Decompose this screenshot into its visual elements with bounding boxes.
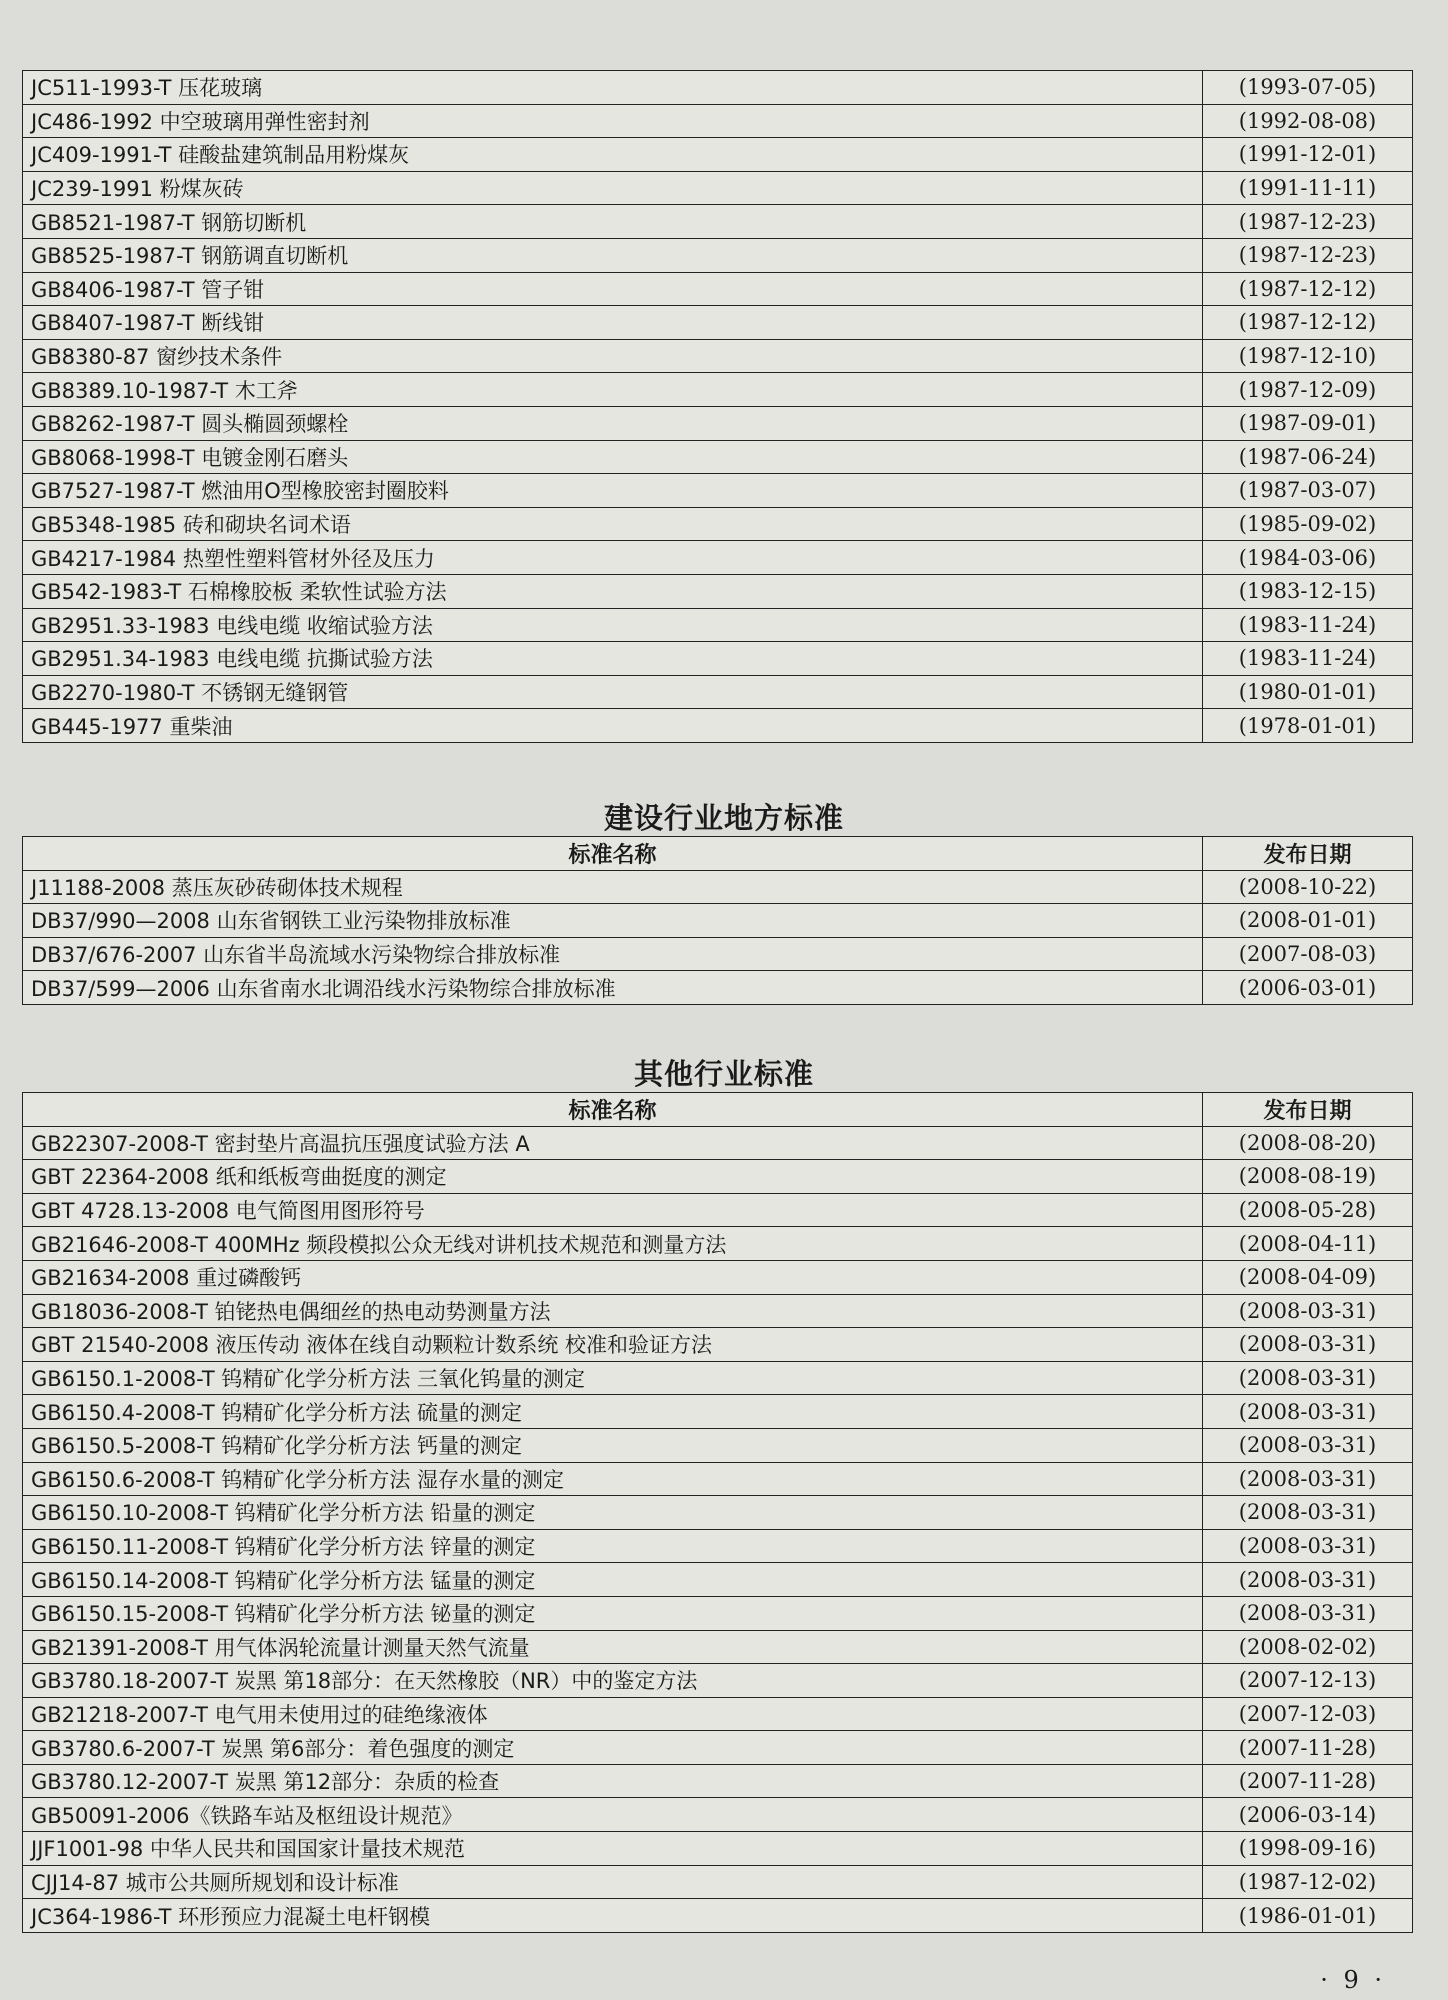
release-date: (2008-03-31) xyxy=(1203,1529,1413,1563)
standard-name: CJJ14-87 城市公共厕所规划和设计标准 xyxy=(23,1865,1203,1899)
table-row xyxy=(23,1395,1413,1429)
standard-name: JJF1001-98 中华人民共和国国家计量技术规范 xyxy=(23,1832,1203,1866)
standards-table-1 xyxy=(22,70,1413,743)
table-row xyxy=(23,1865,1413,1899)
column-header-date: 发布日期 xyxy=(1203,837,1413,871)
table-row xyxy=(23,1899,1413,1933)
table-row xyxy=(23,1798,1413,1832)
table-row xyxy=(23,171,1413,205)
release-date: (2007-11-28) xyxy=(1203,1731,1413,1765)
table-row xyxy=(23,541,1413,575)
release-date: (2008-03-31) xyxy=(1203,1395,1413,1429)
column-header-date: 发布日期 xyxy=(1203,1093,1413,1127)
release-date: (1993-07-05) xyxy=(1203,71,1413,105)
standard-name: GB3780.18-2007-T 炭黑 第18部分：在天然橡胶（NR）中的鉴定方法 xyxy=(23,1664,1203,1698)
standard-name: GB5348-1985 砖和砌块名词术语 xyxy=(23,507,1203,541)
table-row xyxy=(23,1596,1413,1630)
release-date: (2007-12-13) xyxy=(1203,1664,1413,1698)
table-row xyxy=(23,507,1413,541)
release-date: (1987-12-02) xyxy=(1203,1865,1413,1899)
column-header-name: 标准名称 xyxy=(23,1093,1203,1127)
standard-name: GB2951.33-1983 电线电缆 收缩试验方法 xyxy=(23,608,1203,642)
table-row xyxy=(23,440,1413,474)
table-header-row xyxy=(23,1093,1413,1127)
release-date: (2008-08-20) xyxy=(1203,1126,1413,1160)
standard-name: GB8525-1987-T 钢筋调直切断机 xyxy=(23,238,1203,272)
table-row xyxy=(23,406,1413,440)
table-row xyxy=(23,238,1413,272)
standards-table-local xyxy=(22,836,1413,1005)
standard-name: GB6150.14-2008-T 钨精矿化学分析方法 锰量的测定 xyxy=(23,1563,1203,1597)
table-row xyxy=(23,1428,1413,1462)
standard-name: GB21391-2008-T 用气体涡轮流量计测量天然气流量 xyxy=(23,1630,1203,1664)
release-date: (1987-06-24) xyxy=(1203,440,1413,474)
column-header-name: 标准名称 xyxy=(23,837,1203,871)
table-row xyxy=(23,709,1413,743)
standard-name: JC364-1986-T 环形预应力混凝土电杆钢模 xyxy=(23,1899,1203,1933)
table-row xyxy=(23,904,1413,938)
standard-name: GB6150.6-2008-T 钨精矿化学分析方法 湿存水量的测定 xyxy=(23,1462,1203,1496)
release-date: (1987-12-10) xyxy=(1203,339,1413,373)
release-date: (2008-02-02) xyxy=(1203,1630,1413,1664)
table-row xyxy=(23,574,1413,608)
table-row xyxy=(23,1227,1413,1261)
release-date: (2007-12-03) xyxy=(1203,1697,1413,1731)
table-row xyxy=(23,1260,1413,1294)
standard-name: GB8407-1987-T 断线钳 xyxy=(23,306,1203,340)
standard-name: GB8068-1998-T 电镀金刚石磨头 xyxy=(23,440,1203,474)
section-title-local-standards: 建设行业地方标准 xyxy=(603,801,844,835)
release-date: (1986-01-01) xyxy=(1203,1899,1413,1933)
standard-name: GB3780.12-2007-T 炭黑 第12部分：杂质的检查 xyxy=(23,1764,1203,1798)
release-date: (2008-08-19) xyxy=(1203,1160,1413,1194)
standard-name: GB8262-1987-T 圆头椭圆颈螺栓 xyxy=(23,406,1203,440)
table-row xyxy=(23,870,1413,904)
release-date: (2006-03-14) xyxy=(1203,1798,1413,1832)
release-date: (1998-09-16) xyxy=(1203,1832,1413,1866)
release-date: (2008-03-31) xyxy=(1203,1496,1413,1530)
table-row xyxy=(23,1361,1413,1395)
standard-name: GB21646-2008-T 400MHz 频段模拟公众无线对讲机技术规范和测量方法 xyxy=(23,1227,1203,1261)
standard-name: GB18036-2008-T 铂铑热电偶细丝的热电动势测量方法 xyxy=(23,1294,1203,1328)
standard-name: GB21634-2008 重过磷酸钙 xyxy=(23,1260,1203,1294)
table-row xyxy=(23,1697,1413,1731)
standard-name: DB37/676-2007 山东省半岛流域水污染物综合排放标准 xyxy=(23,937,1203,971)
release-date: (1987-09-01) xyxy=(1203,406,1413,440)
section-title-other-standards: 其他行业标准 xyxy=(633,1057,814,1091)
standard-name: GB22307-2008-T 密封垫片高温抗压强度试验方法 A xyxy=(23,1126,1203,1160)
standard-name: JC486-1992 中空玻璃用弹性密封剂 xyxy=(23,104,1203,138)
table-row xyxy=(23,971,1413,1005)
standard-name: GBT 4728.13-2008 电气简图用图形符号 xyxy=(23,1193,1203,1227)
table-row xyxy=(23,1126,1413,1160)
standard-name: GB2951.34-1983 电线电缆 抗撕试验方法 xyxy=(23,642,1203,676)
table-row xyxy=(23,71,1413,105)
release-date: (2008-01-01) xyxy=(1203,904,1413,938)
table-row xyxy=(23,1529,1413,1563)
table-row xyxy=(23,1193,1413,1227)
table-row xyxy=(23,1664,1413,1698)
table-row xyxy=(23,306,1413,340)
release-date: (1991-12-01) xyxy=(1203,138,1413,172)
standard-name: GB4217-1984 热塑性塑料管材外径及压力 xyxy=(23,541,1203,575)
table-row xyxy=(23,205,1413,239)
table-row xyxy=(23,1764,1413,1798)
release-date: (1987-12-12) xyxy=(1203,306,1413,340)
release-date: (2008-03-31) xyxy=(1203,1328,1413,1362)
table-row xyxy=(23,1832,1413,1866)
table-row xyxy=(23,642,1413,676)
standard-name: GB6150.4-2008-T 钨精矿化学分析方法 硫量的测定 xyxy=(23,1395,1203,1429)
table-row xyxy=(23,675,1413,709)
release-date: (1987-12-23) xyxy=(1203,205,1413,239)
table-row xyxy=(23,373,1413,407)
standard-name: GB8406-1987-T 管子钳 xyxy=(23,272,1203,306)
table-row xyxy=(23,1462,1413,1496)
standard-name: GB6150.15-2008-T 钨精矿化学分析方法 铋量的测定 xyxy=(23,1596,1203,1630)
table-row xyxy=(23,937,1413,971)
standard-name: GB6150.5-2008-T 钨精矿化学分析方法 钙量的测定 xyxy=(23,1428,1203,1462)
standard-name: GB8521-1987-T 钢筋切断机 xyxy=(23,205,1203,239)
release-date: (1984-03-06) xyxy=(1203,541,1413,575)
standard-name: GB6150.10-2008-T 钨精矿化学分析方法 铅量的测定 xyxy=(23,1496,1203,1530)
release-date: (2008-03-31) xyxy=(1203,1563,1413,1597)
release-date: (1983-11-24) xyxy=(1203,608,1413,642)
table-row xyxy=(23,1731,1413,1765)
table-row xyxy=(23,608,1413,642)
standard-name: GB3780.6-2007-T 炭黑 第6部分：着色强度的测定 xyxy=(23,1731,1203,1765)
table-row xyxy=(23,1328,1413,1362)
standard-name: DB37/990—2008 山东省钢铁工业污染物排放标准 xyxy=(23,904,1203,938)
release-date: (1987-03-07) xyxy=(1203,474,1413,508)
standard-name: GB542-1983-T 石棉橡胶板 柔软性试验方法 xyxy=(23,574,1203,608)
standard-name: GBT 21540-2008 液压传动 液体在线自动颗粒计数系统 校准和验证方法 xyxy=(23,1328,1203,1362)
table-row xyxy=(23,1630,1413,1664)
standard-name: GBT 22364-2008 纸和纸板弯曲挺度的测定 xyxy=(23,1160,1203,1194)
release-date: (1985-09-02) xyxy=(1203,507,1413,541)
release-date: (1991-11-11) xyxy=(1203,171,1413,205)
standard-name: JC239-1991 粉煤灰砖 xyxy=(23,171,1203,205)
release-date: (2008-03-31) xyxy=(1203,1361,1413,1395)
release-date: (1987-12-09) xyxy=(1203,373,1413,407)
table-row xyxy=(23,339,1413,373)
table-row xyxy=(23,104,1413,138)
standard-name: GB7527-1987-T 燃油用O型橡胶密封圈胶料 xyxy=(23,474,1203,508)
release-date: (2008-10-22) xyxy=(1203,870,1413,904)
table-row xyxy=(23,138,1413,172)
table-row xyxy=(23,1294,1413,1328)
release-date: (2007-08-03) xyxy=(1203,937,1413,971)
standard-name: J11188-2008 蒸压灰砂砖砌体技术规程 xyxy=(23,870,1203,904)
release-date: (2006-03-01) xyxy=(1203,971,1413,1005)
standards-table-other xyxy=(22,1092,1413,1933)
standard-name: GB6150.11-2008-T 钨精矿化学分析方法 锌量的测定 xyxy=(23,1529,1203,1563)
standard-name: GB2270-1980-T 不锈钢无缝钢管 xyxy=(23,675,1203,709)
standard-name: GB8389.10-1987-T 木工斧 xyxy=(23,373,1203,407)
release-date: (2008-03-31) xyxy=(1203,1428,1413,1462)
standard-name: GB445-1977 重柴油 xyxy=(23,709,1203,743)
page-number: · 9 · xyxy=(1320,1966,1386,1994)
release-date: (1983-12-15) xyxy=(1203,574,1413,608)
table-row xyxy=(23,1496,1413,1530)
table-row xyxy=(23,1160,1413,1194)
table-row xyxy=(23,1563,1413,1597)
standard-name: GB21218-2007-T 电气用未使用过的硅绝缘液体 xyxy=(23,1697,1203,1731)
release-date: (1980-01-01) xyxy=(1203,675,1413,709)
standard-name: JC409-1991-T 硅酸盐建筑制品用粉煤灰 xyxy=(23,138,1203,172)
release-date: (1978-01-01) xyxy=(1203,709,1413,743)
release-date: (1983-11-24) xyxy=(1203,642,1413,676)
release-date: (1992-08-08) xyxy=(1203,104,1413,138)
release-date: (2008-03-31) xyxy=(1203,1294,1413,1328)
release-date: (2008-03-31) xyxy=(1203,1596,1413,1630)
release-date: (2008-03-31) xyxy=(1203,1462,1413,1496)
standard-name: GB8380-87 窗纱技术条件 xyxy=(23,339,1203,373)
release-date: (1987-12-23) xyxy=(1203,238,1413,272)
release-date: (1987-12-12) xyxy=(1203,272,1413,306)
release-date: (2007-11-28) xyxy=(1203,1764,1413,1798)
release-date: (2008-04-09) xyxy=(1203,1260,1413,1294)
standard-name: GB50091-2006《铁路车站及枢纽设计规范》 xyxy=(23,1798,1203,1832)
release-date: (2008-05-28) xyxy=(1203,1193,1413,1227)
table-row xyxy=(23,474,1413,508)
table-row xyxy=(23,272,1413,306)
standard-name: JC511-1993-T 压花玻璃 xyxy=(23,71,1203,105)
table-header-row xyxy=(23,837,1413,871)
release-date: (2008-04-11) xyxy=(1203,1227,1413,1261)
standard-name: DB37/599—2006 山东省南水北调沿线水污染物综合排放标准 xyxy=(23,971,1203,1005)
standard-name: GB6150.1-2008-T 钨精矿化学分析方法 三氧化钨量的测定 xyxy=(23,1361,1203,1395)
